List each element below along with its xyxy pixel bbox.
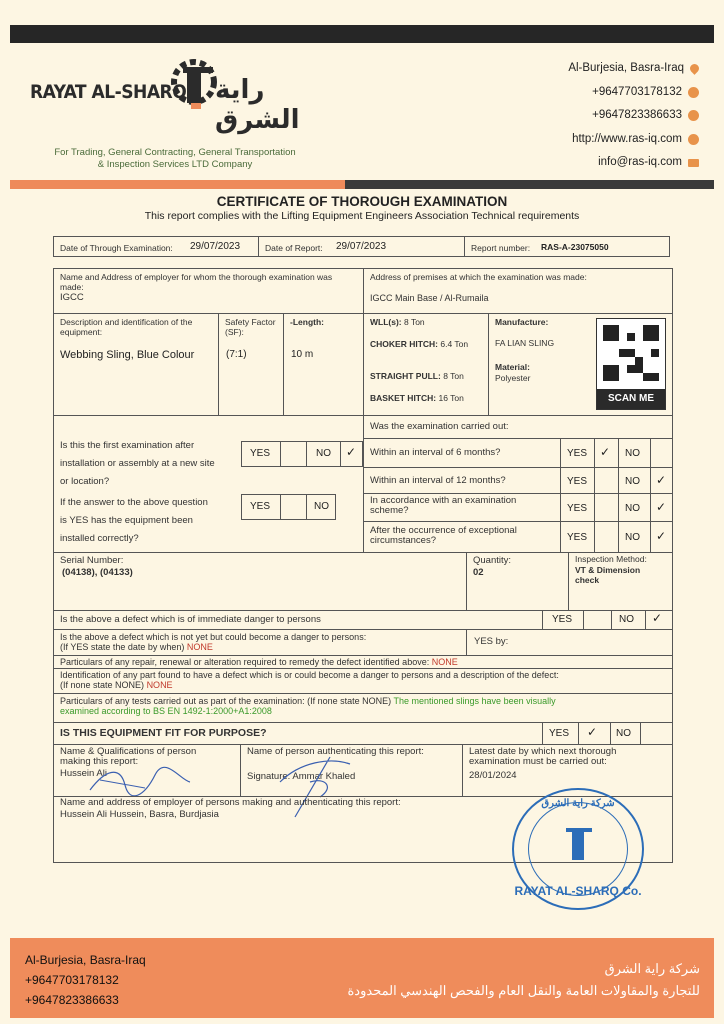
employer-label: Name and Address of employer for whom the thorough examination was made: <box>60 272 333 292</box>
method-value: VT & Dimension check <box>575 565 641 585</box>
employer-value: IGCC <box>60 292 84 303</box>
serial-value: (04138), (04133) <box>62 567 133 578</box>
no-label: NO <box>625 476 640 487</box>
qr-pattern-icon <box>603 325 659 381</box>
yes-label: YES <box>567 476 588 487</box>
material-value: Polyester <box>495 373 531 383</box>
certificate-subtitle: This report complies with the Lifting Equipment Engineers Association Technical requirements <box>144 210 580 222</box>
check-mark-icon: ✓ <box>656 529 667 543</box>
basket-value: 16 Ton <box>438 393 464 403</box>
q-scheme: In accordance with an examination scheme? <box>370 495 517 516</box>
date-exam-label: Date of Through Examination: <box>60 243 173 253</box>
date-exam-value: 29/07/2023 <box>190 241 241 252</box>
tests-particulars: Particulars of any tests carried out as part of the examination: (If none state NONE) The mentioned slings have been visually examined according to BS EN 1492-1:2000+A1:2008 <box>60 696 556 716</box>
no-label: NO <box>625 448 640 459</box>
premises-label: Address of premises at which the examination was made: <box>370 272 587 282</box>
repair-particulars: Particulars of any repair, renewal or alteration required to remedy the defect identified above: NONE <box>60 657 458 667</box>
report-maker-label: Name & Qualifications of person making this report: <box>60 746 197 767</box>
footer-phone-2: +9647823386633 <box>25 993 119 1007</box>
date-report-label: Date of Report: <box>265 243 323 253</box>
globe-icon <box>688 134 699 145</box>
date-report-value: 29/07/2023 <box>336 241 387 252</box>
wll-value: 8 Ton <box>404 317 425 327</box>
footer-contact <box>25 950 146 1010</box>
check-mark-icon: ✓ <box>346 445 357 459</box>
phone-1-text: +9647703178132 <box>592 85 682 98</box>
no-label: NO <box>316 448 331 459</box>
safety-factor-label: Safety Factor (SF): <box>225 317 276 337</box>
quantity-label: Quantity: <box>473 555 512 566</box>
defect-future-question: Is the above a defect which is not yet but could become a danger to persons: (If YES state the date by when) NONE <box>60 632 367 652</box>
exam-carried-label: Was the examination carried out: <box>370 421 509 432</box>
signature-ammar <box>270 752 360 822</box>
top-bar <box>10 25 714 43</box>
authenticator-name: Signature: Ammar Khaled <box>247 771 356 782</box>
defect-immediate-question: Is the above a defect which is of immediate danger to persons <box>60 614 321 625</box>
material-label: Material: <box>495 362 530 372</box>
letterhead <box>10 43 714 178</box>
footer-ar-line-2: للتجارة والمقاولات العامة والنقل العام والفحص الهندسي المحدودة <box>347 983 700 998</box>
authenticator-label: Name of person authenticating this report: <box>247 746 424 757</box>
yes-label: YES <box>567 448 588 459</box>
contact-block <box>568 57 699 175</box>
company-tagline <box>25 147 325 171</box>
no-label: NO <box>616 728 631 739</box>
yes-by-label: YES by: <box>474 636 509 647</box>
certificate-title: CERTIFICATE OF THOROUGH EXAMINATION <box>216 194 508 209</box>
check-mark-icon: ✓ <box>600 445 611 459</box>
report-number-label: Report number: <box>471 243 531 253</box>
quantity-value: 02 <box>473 567 484 578</box>
mobile-icon <box>688 110 699 121</box>
no-label: NO <box>625 503 640 514</box>
report-maker-name: Hussein Ali <box>60 768 107 779</box>
employer-persons-value: Hussein Ali Hussein, Basra, Burdjasia <box>60 809 219 820</box>
q-6-months: Within an interval of 6 months? <box>370 447 501 458</box>
yes-label: YES <box>552 614 573 625</box>
stamp-derrick-icon <box>558 824 598 864</box>
safety-factor-value: (7:1) <box>226 349 247 360</box>
check-mark-icon: ✓ <box>652 611 663 625</box>
straight-label: STRAIGHT PULL: <box>370 371 441 381</box>
divider-band <box>10 180 714 189</box>
qr-code[interactable] <box>596 318 666 410</box>
check-mark-icon: ✓ <box>587 725 598 739</box>
location-pin-icon <box>688 62 701 75</box>
stamp-text-en: RAYAT AL-SHARQ Co. <box>514 884 642 898</box>
yes-label: YES <box>549 728 570 739</box>
fit-for-purpose-question: IS THIS EQUIPMENT FIT FOR PURPOSE? <box>60 727 267 739</box>
first-exam-question: Is this the first examination after installation or assembly at a new site or location? <box>60 440 215 487</box>
tagline-line-2: & Inspection Services LTD Company <box>97 159 253 170</box>
q-12-months: Within an interval of 12 months? <box>370 475 506 486</box>
description-label: Description and identification of the equipment: <box>60 317 193 337</box>
installed-question: If the answer to the above question is YES has the equipment been installed correctly? <box>60 497 208 544</box>
description-value: Webbing Sling, Blue Colour <box>60 349 195 361</box>
defect-identification: Identification of any part found to have a defect which is or could become a danger to persons and a description of the defect: (If none state NONE) NONE <box>60 670 559 690</box>
choker-label: CHOKER HITCH: <box>370 339 438 349</box>
premises-value: IGCC Main Base / Al-Rumaila <box>370 293 489 303</box>
straight-value: 8 Ton <box>443 371 464 381</box>
footer-address: Al-Burjesia, Basra-Iraq <box>25 953 146 967</box>
basket-label: BASKET HITCH: <box>370 393 437 403</box>
length-value: 10 m <box>291 349 314 360</box>
company-logo <box>30 53 350 133</box>
yes-label: YES <box>567 503 588 514</box>
yes-label: YES <box>567 532 588 543</box>
no-label: NO <box>625 532 640 543</box>
mail-icon <box>688 159 699 167</box>
manufacture-label: Manufacture: <box>495 317 549 327</box>
footer-phone-1: +9647703178132 <box>25 973 119 987</box>
footer-ar-line-1: شركة راية الشرق <box>604 961 700 976</box>
no-label: NO <box>314 501 329 512</box>
method-label: Inspection Method: <box>575 554 647 564</box>
phone-2-text: +9647823386633 <box>592 109 682 121</box>
yes-label: YES <box>250 448 271 459</box>
tagline-line-1: For Trading, General Contracting, General Transportation <box>54 147 296 158</box>
no-label: NO <box>619 614 634 625</box>
logo-text-en: RAYAT AL-SHARQ <box>30 81 187 103</box>
manufacture-value: FA LIAN SLING <box>495 338 555 348</box>
q-exceptional: After the occurrence of exceptional circumstances? <box>370 525 517 546</box>
next-exam-label: Latest date by which next thorough examination must be carried out: <box>469 746 617 767</box>
serial-label: Serial Number: <box>60 555 124 566</box>
logo-text-ar: راية الشرق <box>215 75 300 135</box>
length-label: -Length: <box>290 317 324 327</box>
phone-icon <box>688 87 699 98</box>
company-stamp <box>512 788 644 910</box>
footer-arabic <box>348 958 701 1002</box>
check-mark-icon: ✓ <box>656 500 667 514</box>
address-text: Al-Burjesia, Basra-Iraq <box>568 62 684 74</box>
wll-label: WLL(s): <box>370 317 402 327</box>
footer <box>10 938 714 1018</box>
email-link[interactable]: info@ras-iq.com <box>598 156 682 168</box>
choker-value: 6.4 Ton <box>440 339 469 349</box>
report-number-value: RAS-A-23075050 <box>541 242 609 252</box>
employer-persons-label: Name and address of employer of persons making and authenticating this report: <box>60 797 401 808</box>
website-link[interactable]: http://www.ras-iq.com <box>572 132 682 145</box>
scan-me-label: SCAN ME <box>597 389 665 409</box>
yes-label: YES <box>250 501 271 512</box>
check-mark-icon: ✓ <box>656 473 667 487</box>
stamp-text-ar: شركة راية الشرق <box>541 798 615 809</box>
signature-hussein <box>85 760 195 798</box>
next-exam-date: 28/01/2024 <box>469 770 517 781</box>
